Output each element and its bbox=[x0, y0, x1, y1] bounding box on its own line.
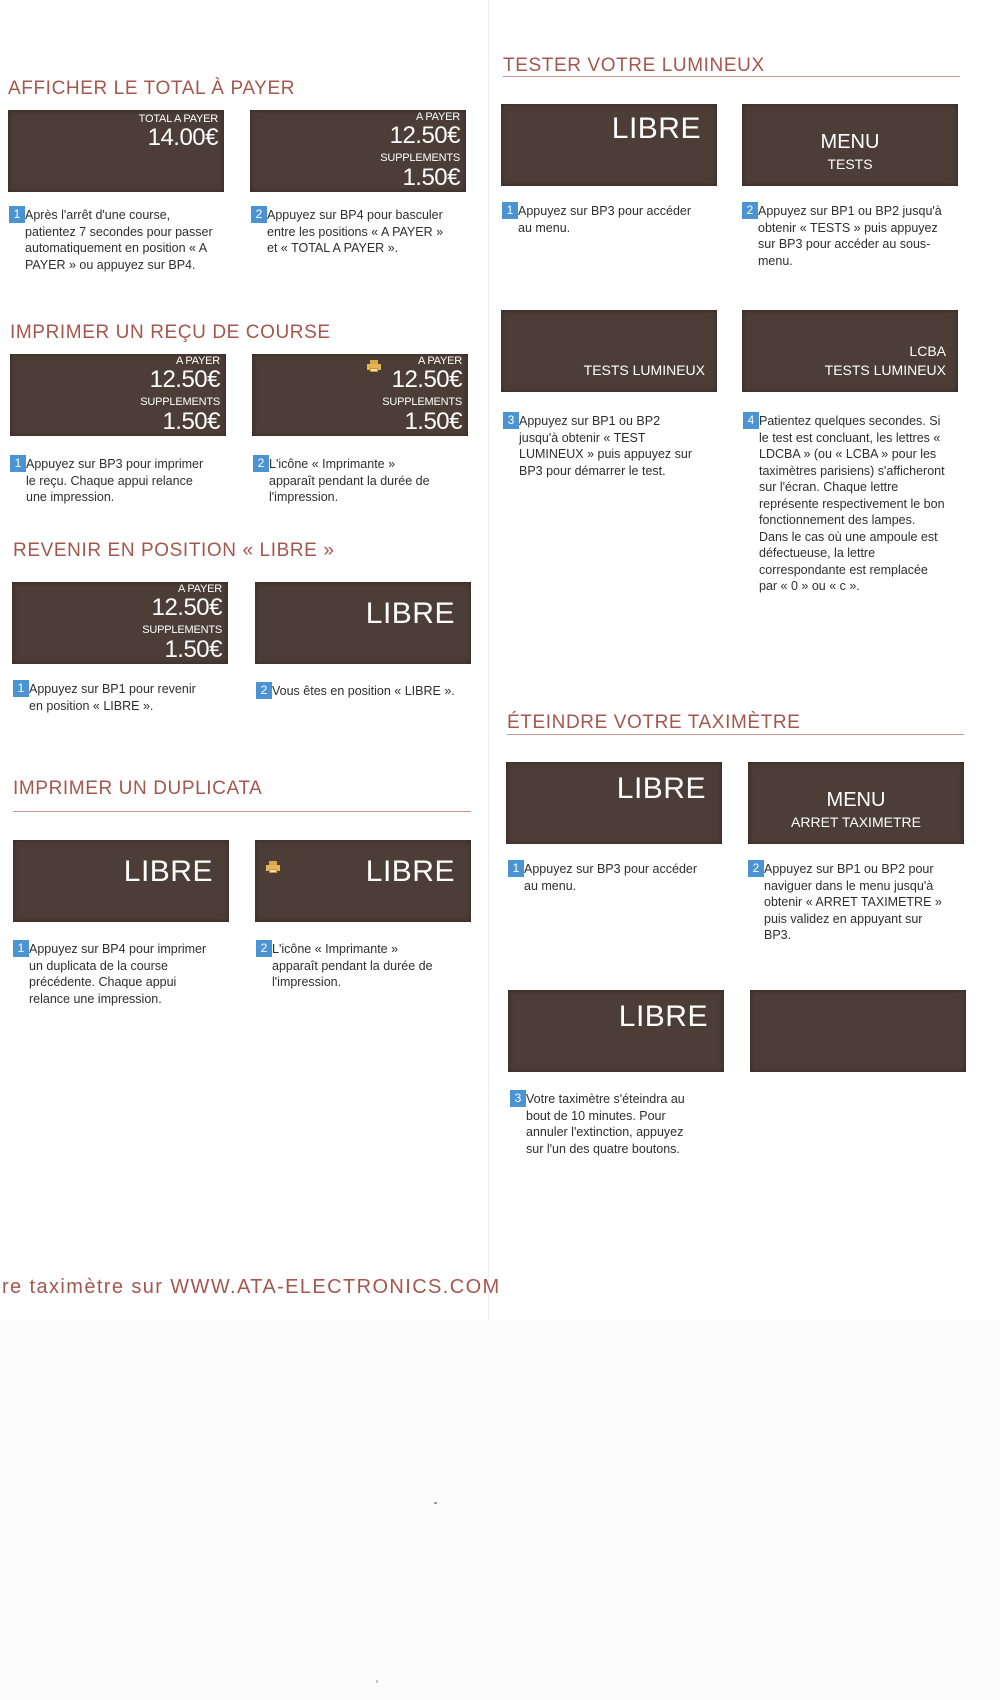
step-number-badge: 3 bbox=[510, 1090, 526, 1107]
scan-speck bbox=[434, 1502, 437, 1504]
step-text: Appuyez sur BP3 pour accéder au menu. bbox=[518, 204, 692, 235]
taximeter-screen-test-result bbox=[742, 310, 958, 392]
screen-label: SUPPLEMENTS bbox=[142, 624, 222, 636]
taximeter-screen-a-payer bbox=[250, 110, 466, 192]
step-number-badge: 2 bbox=[253, 455, 269, 472]
screen-status-word: LIBRE bbox=[365, 855, 455, 888]
step-number-badge: 2 bbox=[748, 860, 764, 877]
step-2 bbox=[742, 202, 942, 269]
step-text: Votre taximètre s'éteindra au bout de 10 minutes. Pour annuler l'extinction, appuyez sur l'un des quatre boutons. bbox=[526, 1092, 685, 1156]
screen-menu-title: MENU bbox=[826, 789, 886, 811]
screen-amount: 1.50€ bbox=[164, 636, 222, 663]
taximeter-screen-tests-lumineux bbox=[501, 310, 717, 392]
step-number-badge: 1 bbox=[13, 940, 29, 957]
step-number-badge: 2 bbox=[256, 940, 272, 957]
taximeter-screen-libre bbox=[255, 582, 471, 664]
step-4 bbox=[743, 412, 948, 595]
screen-label: A PAYER bbox=[417, 355, 462, 367]
screen-label: A PAYER bbox=[177, 583, 222, 595]
scan-speck bbox=[376, 1680, 378, 1683]
taximeter-screen-a-payer bbox=[12, 582, 228, 664]
screen-menu-item: TESTS LUMINEUX bbox=[824, 362, 946, 378]
step-1 bbox=[13, 940, 213, 1007]
step-text: Appuyez sur BP3 pour accéder au menu. bbox=[524, 862, 698, 893]
step-2 bbox=[253, 455, 443, 506]
section-title-eteindre: ÉTEINDRE VOTRE TAXIMÈTRE bbox=[507, 712, 801, 733]
screen-menu-item: TESTS bbox=[827, 156, 873, 172]
screen-amount: 1.50€ bbox=[404, 408, 462, 435]
step-text: Appuyez sur BP4 pour basculer entre les positions « A PAYER » et « TOTAL A PAYER ». bbox=[267, 208, 444, 255]
taximeter-screen-a-payer bbox=[10, 354, 226, 436]
screen-label: SUPPLEMENTS bbox=[140, 396, 220, 408]
step-text: L'icône « Imprimante » apparaît pendant la durée de l'impression. bbox=[269, 457, 430, 504]
step-2 bbox=[251, 206, 451, 257]
step-number-badge: 1 bbox=[10, 455, 26, 472]
taximeter-screen-total-a-payer bbox=[8, 110, 224, 192]
screen-amount: 14.00€ bbox=[147, 124, 218, 151]
step-1 bbox=[508, 860, 698, 894]
taximeter-screen-menu-arret bbox=[748, 762, 964, 844]
screen-status-word: LIBRE bbox=[618, 1000, 708, 1033]
screen-menu-title: MENU bbox=[820, 131, 880, 153]
screen-menu-item: ARRET TAXIMETRE bbox=[791, 814, 921, 830]
step-text: Appuyez sur BP1 ou BP2 pour naviguer dans le menu jusqu'à obtenir « ARRET TAXIMETRE » puis validez en appuyant sur BP3. bbox=[764, 862, 942, 942]
step-1 bbox=[9, 206, 214, 273]
screen-amount: 1.50€ bbox=[402, 164, 460, 191]
step-text: L'icône « Imprimante » apparaît pendant la durée de l'impression. bbox=[272, 942, 433, 989]
section-divider bbox=[13, 811, 471, 812]
screen-label: TOTAL A PAYER bbox=[138, 113, 218, 125]
taximeter-screen-off bbox=[750, 990, 966, 1072]
step-number-badge: 1 bbox=[502, 202, 518, 219]
footer-website: re taximètre sur WWW.ATA-ELECTRONICS.COM bbox=[2, 1276, 501, 1298]
screen-menu-item: TESTS LUMINEUX bbox=[583, 362, 705, 378]
screen-amount: 12.50€ bbox=[389, 122, 460, 149]
step-1 bbox=[13, 680, 213, 714]
screen-amount: 1.50€ bbox=[162, 408, 220, 435]
screen-label: SUPPLEMENTS bbox=[382, 396, 462, 408]
taximeter-screen-libre bbox=[508, 990, 724, 1072]
printer-icon bbox=[266, 861, 280, 873]
step-number-badge: 1 bbox=[9, 206, 25, 223]
step-2 bbox=[256, 682, 466, 700]
taximeter-screen-libre bbox=[506, 762, 722, 844]
step-number-badge: 1 bbox=[13, 680, 29, 697]
step-3 bbox=[510, 1090, 700, 1157]
step-text: Appuyez sur BP1 ou BP2 jusqu'à obtenir « TESTS » puis appuyez sur BP3 pour accéder au sous-menu. bbox=[758, 204, 942, 268]
screen-label: A PAYER bbox=[175, 355, 220, 367]
section-title-lumineux: TESTER VOTRE LUMINEUX bbox=[503, 55, 765, 76]
step-1 bbox=[502, 202, 692, 236]
screen-status-word: LIBRE bbox=[611, 112, 701, 145]
step-text: Appuyez sur BP3 pour imprimer le reçu. Chaque appui relance une impression. bbox=[26, 457, 204, 504]
step-number-badge: 3 bbox=[503, 412, 519, 429]
screen-status-word: LIBRE bbox=[365, 597, 455, 630]
step-2 bbox=[256, 940, 446, 991]
screen-amount: 12.50€ bbox=[149, 366, 220, 393]
section-divider bbox=[507, 734, 964, 735]
taximeter-screen-menu-tests bbox=[742, 104, 958, 186]
step-text: Appuyez sur BP4 pour imprimer un duplicata de la course précédente. Chaque appui relance une impression. bbox=[29, 942, 207, 1006]
taximeter-screen-printing bbox=[252, 354, 468, 436]
screen-amount: 12.50€ bbox=[391, 366, 462, 393]
step-1 bbox=[10, 455, 205, 506]
printer-icon bbox=[367, 360, 381, 372]
section-title-duplicata: IMPRIMER UN DUPLICATA bbox=[13, 778, 263, 799]
section-title-libre: REVENIR EN POSITION « LIBRE » bbox=[13, 540, 335, 561]
taximeter-screen-libre bbox=[501, 104, 717, 186]
screen-amount: 12.50€ bbox=[151, 594, 222, 621]
step-text-note: Dans le cas où une ampoule est défectueuse, la lettre correspondante est remplacée par « 0 » ou « c ». bbox=[759, 529, 938, 593]
screen-label: A PAYER bbox=[415, 111, 460, 123]
step-text: Vous êtes en position « LIBRE ». bbox=[272, 684, 455, 698]
step-number-badge: 4 bbox=[743, 412, 759, 429]
screen-lamp-letters: LCBA bbox=[909, 343, 946, 359]
step-number-badge: 2 bbox=[256, 682, 272, 699]
step-text: Après l'arrêt d'une course, patientez 7 secondes pour passer automatiquement en position « A PAYER » ou appuyez sur BP4. bbox=[25, 208, 213, 272]
screen-status-word: LIBRE bbox=[123, 855, 213, 888]
step-number-badge: 2 bbox=[742, 202, 758, 219]
step-text: Patientez quelques secondes. Si le test est concluant, les lettres « LDCBA » (ou « LCBA » pour les taximètres parisiens) s'afficheront sur l'écran. Chaque lettre représente respectivement le bon fonctionnement des lampes. bbox=[759, 414, 945, 527]
section-title-total: AFFICHER LE TOTAL À PAYER bbox=[8, 78, 296, 99]
step-number-badge: 2 bbox=[251, 206, 267, 223]
step-2 bbox=[748, 860, 948, 944]
step-text: Appuyez sur BP1 ou BP2 jusqu'à obtenir « TEST LUMINEUX » puis appuyez sur BP3 pour démarrer le test. bbox=[519, 414, 692, 478]
section-divider bbox=[503, 76, 960, 77]
taximeter-screen-libre bbox=[13, 840, 229, 922]
step-number-badge: 1 bbox=[508, 860, 524, 877]
section-title-recu: IMPRIMER UN REÇU DE COURSE bbox=[10, 322, 331, 343]
step-text: Appuyez sur BP1 pour revenir en position « LIBRE ». bbox=[29, 682, 196, 713]
screen-status-word: LIBRE bbox=[616, 772, 706, 805]
step-3 bbox=[503, 412, 693, 479]
panel-fold-line bbox=[488, 0, 489, 1320]
screen-label: SUPPLEMENTS bbox=[380, 152, 460, 164]
taximeter-screen-printing bbox=[255, 840, 471, 922]
